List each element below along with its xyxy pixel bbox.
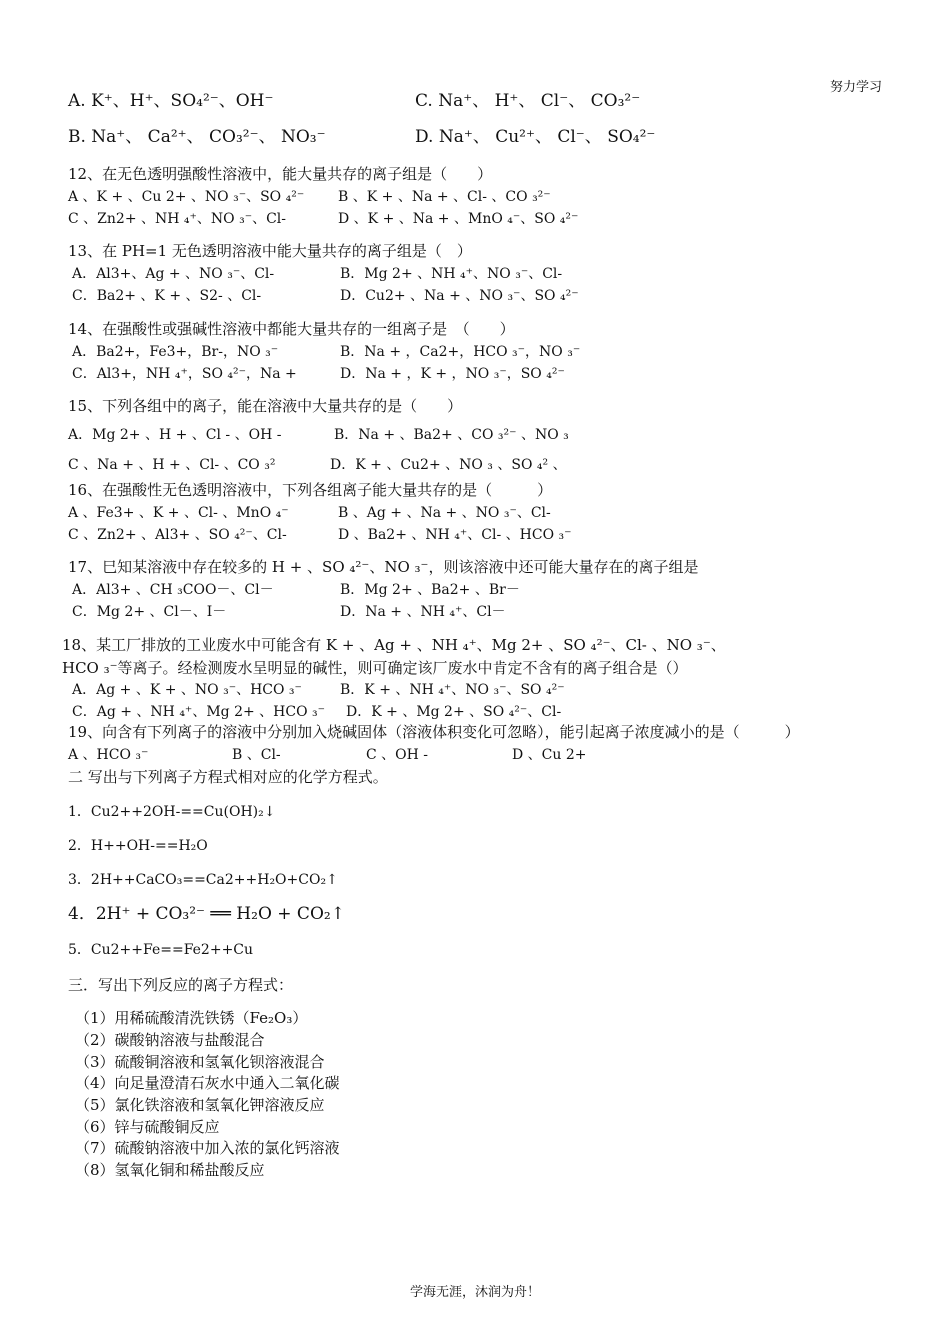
- q13-stem: 13、在 PH=1 无色透明溶液中能大量共存的离子组是（ ）: [68, 242, 472, 260]
- q16-option-a: A 、Fe3+ 、K + 、Cl- 、MnO ₄⁻: [68, 505, 289, 521]
- q13-option-d: D．Cu2+ 、Na + 、NO ₃⁻、SO ₄²⁻: [340, 288, 579, 304]
- q13-option-a: A．Al3+、Ag + 、NO ₃⁻、Cl-: [72, 266, 275, 282]
- section2-item-2: 2．H++OH-==H₂O: [68, 838, 208, 854]
- q19-option-c: C 、OH -: [366, 747, 429, 763]
- section3-item-4: （4）向足量澄清石灰水中通入二氧化碳: [75, 1074, 340, 1092]
- q14-stem: 14、在强酸性或强碱性溶液中都能大量共存的一组离子是 （ ）: [68, 320, 515, 338]
- page-footer: 学海无涯，沐润为舟！: [409, 1285, 540, 1300]
- section3-item-8: （8）氢氧化铜和稀盐酸反应: [75, 1161, 265, 1179]
- q18-option-b: B．K + 、NH ₄⁺、NO ₃⁻、SO ₄²⁻: [340, 682, 565, 698]
- q11-option-b: B. Na⁺、 Ca²⁺、 CO₃²⁻、 NO₃⁻: [68, 127, 326, 147]
- q19-option-b: B 、Cl-: [232, 747, 281, 763]
- q11-option-d: D. Na⁺、 Cu²⁺、 Cl⁻、 SO₄²⁻: [415, 127, 656, 147]
- q15-option-a: A．Mg 2+ 、H + 、Cl - 、OH -: [68, 427, 282, 443]
- section3-item-5: （5）氯化铁溶液和氢氧化钾溶液反应: [75, 1096, 325, 1114]
- q15-option-b: B．Na + 、Ba2+ 、CO ₃²⁻ 、NO ₃: [334, 427, 569, 443]
- q11-option-c: C. Na⁺、 H⁺、 Cl⁻、 CO₃²⁻: [415, 91, 641, 111]
- q14-option-b: B．Na + ，Ca2+，HCO ₃⁻，NO ₃⁻: [340, 344, 581, 360]
- section3-item-3: （3）硫酸铜溶液和氢氧化钡溶液混合: [75, 1053, 325, 1071]
- section2-item-3: 3．2H++CaCO₃==Ca2++H₂O+CO₂↑: [68, 872, 338, 888]
- section2-item-5: 5．Cu2++Fe==Fe2++Cu: [68, 942, 254, 958]
- q12-option-c: C 、Zn2+ 、NH ₄⁺、NO ₃⁻、Cl-: [68, 211, 287, 227]
- q13-option-b: B．Mg 2+ 、NH ₄⁺、NO ₃⁻、Cl-: [340, 266, 563, 282]
- q15-option-c: C 、Na + 、H + 、Cl- 、CO ₃²: [68, 457, 276, 473]
- q14-option-a: A．Ba2+，Fe3+，Br-，NO ₃⁻: [72, 344, 279, 360]
- q19-option-a: A 、HCO ₃⁻: [68, 747, 149, 763]
- q17-option-b: B．Mg 2+ 、Ba2+ 、Br－: [340, 582, 520, 598]
- section3-item-1: （1）用稀硫酸清洗铁锈（Fe₂O₃）: [75, 1009, 308, 1027]
- q18-option-c: C．Ag + 、NH ₄⁺、Mg 2+ 、HCO ₃⁻: [72, 704, 326, 720]
- section3-item-7: （7）硫酸钠溶液中加入浓的氯化钙溶液: [75, 1139, 340, 1157]
- q14-option-c: C．Al3+，NH ₄⁺，SO ₄²⁻，Na +: [72, 366, 297, 382]
- q12-option-d: D 、K + 、Na + 、MnO ₄⁻、SO ₄²⁻: [338, 211, 579, 227]
- q18-stem-line2: HCO ₃⁻等离子。经检测废水呈明显的碱性，则可确定该厂废水中肯定不含有的离子组合是（）: [62, 659, 688, 677]
- q12-stem: 12、在无色透明强酸性溶液中，能大量共存的离子组是（ ）: [68, 165, 493, 183]
- q17-option-d: D．Na + 、NH ₄⁺、Cl－: [340, 604, 506, 620]
- q17-option-c: C．Mg 2+ 、Cl－、I－: [72, 604, 227, 620]
- q15-option-d: D．K + 、Cu2+ 、NO ₃ 、SO ₄² 、: [330, 457, 567, 473]
- q17-stem: 17、巳知某溶液中存在较多的 H + 、SO ₄²⁻、NO ₃⁻，则该溶液中还可能大量存在的离子组是: [68, 558, 699, 576]
- q18-option-d: D．K + 、Mg 2+ 、SO ₄²⁻、Cl-: [346, 704, 562, 720]
- q18-stem-line1: 18、某工厂排放的工业废水中可能含有 K + 、Ag + 、NH ₄⁺、Mg 2+ 、SO ₄²⁻、Cl- 、NO ₃⁻、: [62, 636, 726, 654]
- section2-title: 二 写出与下列离子方程式相对应的化学方程式。: [68, 768, 388, 786]
- q11-option-a: A. K⁺、H⁺、SO₄²⁻、OH⁻: [68, 91, 274, 111]
- q14-option-d: D．Na + ，K + ，NO ₃⁻，SO ₄²⁻: [340, 366, 565, 382]
- section3-title: 三．写出下列反应的离子方程式：: [68, 976, 294, 994]
- q17-option-a: A．Al3+ 、CH ₃COO－、Cl－: [72, 582, 274, 598]
- section2-item-4: 4．2H⁺ + CO₃²⁻ ══ H₂O + CO₂↑: [68, 904, 345, 924]
- section2-item-1: 1．Cu2++2OH-==Cu(OH)₂↓: [68, 804, 276, 820]
- q16-option-c: C 、Zn2+ 、Al3+ 、SO ₄²⁻、Cl-: [68, 527, 287, 543]
- section3-item-2: （2）碳酸钠溶液与盐酸混合: [75, 1031, 265, 1049]
- q15-stem: 15、下列各组中的离子，能在溶液中大量共存的是（ ）: [68, 397, 463, 415]
- q19-option-d: D 、Cu 2+: [512, 747, 587, 763]
- q16-stem: 16、在强酸性无色透明溶液中，下列各组离子能大量共存的是（ ）: [68, 481, 553, 499]
- q16-option-b: B 、Ag + 、Na + 、NO ₃⁻、Cl-: [338, 505, 551, 521]
- q16-option-d: D 、Ba2+ 、NH ₄⁺、Cl- 、HCO ₃⁻: [338, 527, 572, 543]
- q12-option-b: B 、K + 、Na + 、Cl- 、CO ₃²⁻: [338, 189, 551, 205]
- page-header: 努力学习: [829, 80, 882, 95]
- q18-option-a: A．Ag + 、K + 、NO ₃⁻、HCO ₃⁻: [72, 682, 302, 698]
- q13-option-c: C．Ba2+ 、K + 、S2- 、Cl-: [72, 288, 262, 304]
- q12-option-a: A 、K + 、Cu 2+ 、NO ₃⁻、SO ₄²⁻: [68, 189, 305, 205]
- section3-item-6: （6）锌与硫酸铜反应: [75, 1118, 220, 1136]
- q19-stem: 19、向含有下列离子的溶液中分别加入烧碱固体（溶液体积变化可忽略），能引起离子浓度减小的是（ ）: [68, 723, 800, 741]
